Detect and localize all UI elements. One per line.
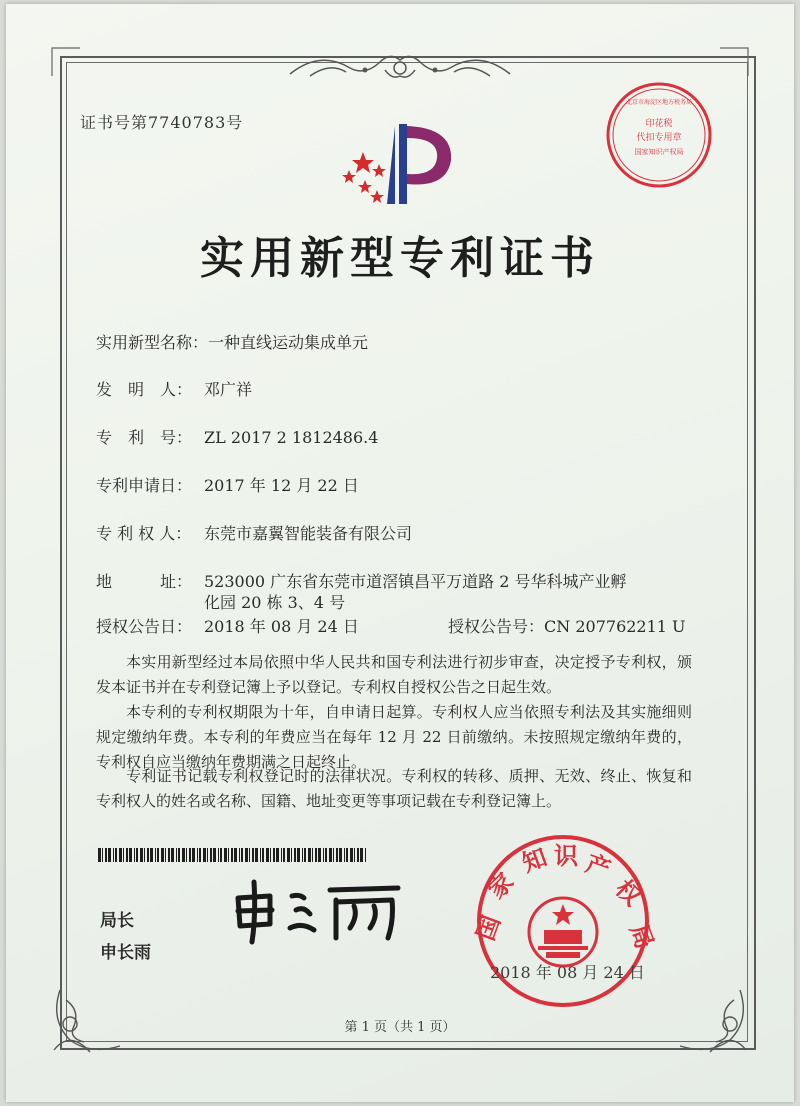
filing-date-value: 2017 年 12 月 22 日 (204, 476, 359, 495)
director-signature-icon (230, 876, 410, 946)
field-utility-model-name (96, 330, 368, 353)
patentee-value: 东莞市嘉翼智能装备有限公司 (204, 524, 413, 543)
page-title: 实用新型专利证书 (200, 233, 600, 284)
utility-model-name-value: 一种直线运动集成单元 (208, 333, 369, 352)
grant-date-value: 2018 年 08 月 24 日 (204, 617, 359, 636)
top-ornament-icon (280, 40, 520, 90)
tax-stamp-seal-icon (604, 80, 714, 190)
paragraph-1: 本实用新型经过本局依照中华人民共和国专利法进行初步审查，决定授予专利权，颁发本证书并在专利登记簿上予以登记。专利权自授权公告之日起生效。 (96, 653, 692, 696)
address-line-1: 523000 广东省东莞市道滘镇昌平万道路 2 号华科城产业孵 (204, 572, 627, 591)
patent-number-label: 专 利 号： (96, 428, 193, 447)
field-inventor (96, 377, 252, 400)
field-grant-date (96, 614, 359, 637)
svg-text:家: 家 (482, 867, 520, 905)
top-left-corner-icon (44, 40, 84, 80)
inventor-value: 邓广祥 (204, 380, 253, 399)
svg-text:权: 权 (609, 874, 647, 912)
utility-model-name-label: 实用新型名称： (96, 333, 209, 352)
svg-text:产: 产 (581, 849, 615, 884)
svg-text:国: 国 (471, 911, 506, 945)
field-patentee (96, 521, 412, 544)
grant-date-label: 授权公告日： (96, 617, 193, 636)
svg-text:代扣专用章: 代扣专用章 (636, 133, 682, 143)
svg-text:识: 识 (554, 842, 578, 870)
paragraph-3: 专利证书记载专利权登记时的法律状况。专利权的转移、质押、无效、终止、恢复和专利权人的姓名或名称、国籍、地址变更等事项记载在专利登记簿上。 (96, 767, 692, 810)
sipo-logo-icon (335, 118, 465, 213)
patentee-label: 专 利 权 人： (96, 524, 192, 543)
top-right-corner-icon (716, 40, 756, 80)
svg-text:印花税: 印花税 (645, 119, 673, 129)
svg-text:局: 局 (624, 920, 659, 953)
director-title: 局长 (100, 911, 134, 931)
field-patent-number (96, 425, 378, 448)
address-label: 地 址： (96, 572, 193, 591)
svg-text:北京市海淀区地方税务局: 北京市海淀区地方税务局 (625, 99, 693, 106)
issue-date: 2018 年 08 月 24 日 (490, 963, 645, 982)
inventor-label: 发 明 人： (96, 380, 193, 399)
patent-number-value: ZL 2017 2 1812486.4 (204, 428, 379, 447)
field-grant-number (448, 614, 686, 637)
grant-number-value: CN 207762211 U (544, 617, 686, 636)
paragraph-2: 本专利的专利权期限为十年，自申请日起算。专利权人应当依照专利法及其实施细则规定缴纳年费。本专利的年费应当在每年 12 月 22 日前缴纳。未按照规定缴纳年费的，专利权自应当缴纳年费期满之日起终止。 (96, 703, 692, 771)
barcode-icon (98, 848, 368, 862)
filing-date-label: 专利申请日： (96, 476, 193, 495)
address-line-2: 化园 20 栋 3、4 号 (204, 593, 346, 612)
svg-text:国家知识产权局: 国家知识产权局 (634, 148, 684, 156)
svg-text:知: 知 (518, 843, 551, 878)
field-filing-date (96, 473, 359, 496)
field-address (96, 569, 627, 592)
field-address-line-2 (204, 590, 345, 613)
page-number: 第 1 页（共 1 页） (344, 1020, 456, 1035)
sipo-official-seal-icon (471, 832, 659, 1010)
director-name: 申长雨 (100, 943, 151, 963)
grant-number-label: 授权公告号： (448, 617, 545, 636)
certificate-number: 证书号第7740783号 (80, 113, 244, 132)
